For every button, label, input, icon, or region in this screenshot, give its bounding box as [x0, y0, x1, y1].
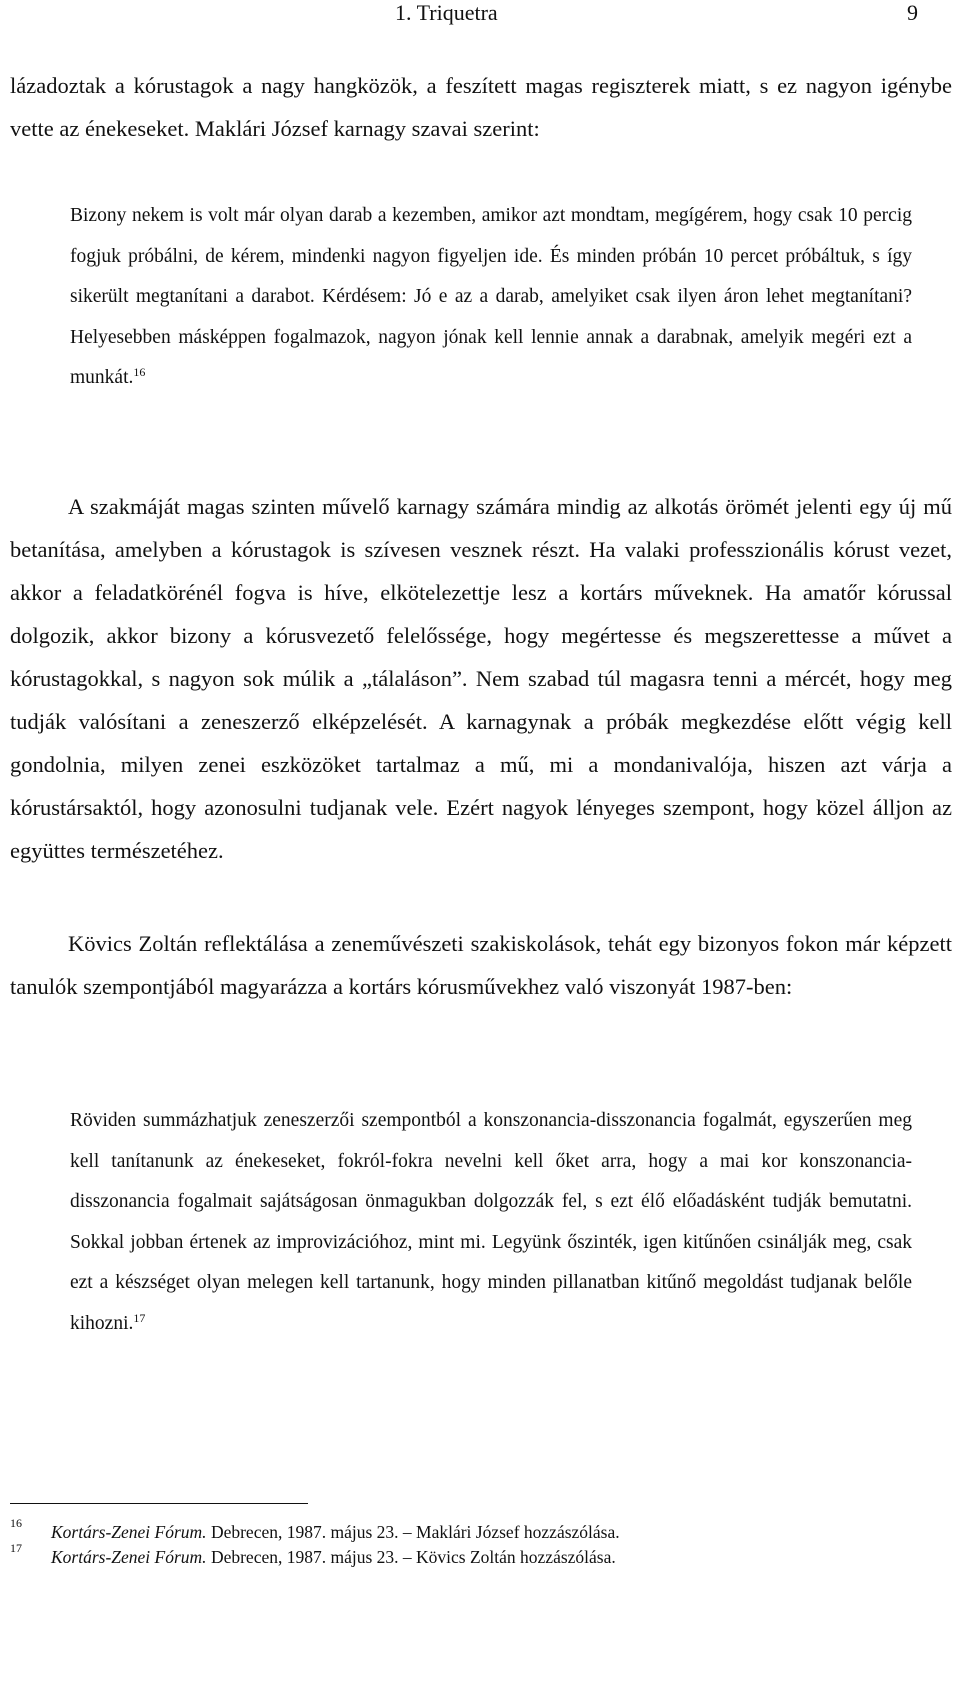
- block-quote-kovics: [70, 1101, 912, 1344]
- paragraph-intro: [10, 64, 952, 150]
- footnote-divider: [10, 1503, 308, 1504]
- footnote-text: [51, 1547, 616, 1568]
- footnote-16: [10, 1518, 950, 1543]
- footnote-17: [10, 1543, 950, 1568]
- paragraph-kovics: [10, 922, 952, 1008]
- paragraph-conductor: [10, 485, 952, 872]
- footnote-number: 16: [10, 1516, 22, 1530]
- footnote-source: Kortárs-Zenei Fórum.: [51, 1547, 207, 1567]
- chapter-title: 1. Triquetra: [395, 0, 498, 25]
- block-quote-maklari-text: Bizony nekem is volt már olyan darab a kezemben, amikor azt mondtam, megígérem, hogy csak 10 percig fogjuk próbálni, de kérem, mindenki nagyon figyeljen ide. És minden próbán 10 percet próbáltuk, s így sikerült megtanítani a darabot. Kérdésem: Jó e az a darab, amelyiket csak ilyen áron lehet megtanítani? Helyesebben másképpen fogalmazok, nagyon jónak kell lennie annak a darabnak, amelyik megéri ezt a munkát.: [70, 205, 912, 388]
- footnote-detail: Debrecen, 1987. május 23. – Kövics Zoltán hozzászólása.: [206, 1547, 616, 1567]
- paragraph-kovics-text: Kövics Zoltán reflektálása a zeneművészeti szakiskolások, tehát egy bizonyos fokon már képzett tanulók szempontjából magyarázza a kortárs kórusművekhez való viszonyát 1987-ben:: [10, 931, 952, 999]
- footnote-source: Kortárs-Zenei Fórum.: [51, 1522, 207, 1542]
- footnote-text: [51, 1522, 620, 1543]
- paragraph-intro-text: lázadoztak a kórustagok a nagy hangközök, a feszített magas regiszterek miatt, s ez nagyon igénybe vette az énekeseket. Maklári József karnagy szavai szerint:: [10, 73, 952, 141]
- footnote-number: 17: [10, 1541, 22, 1555]
- page-number: 9: [907, 0, 918, 25]
- footnote-ref-16[interactable]: 16: [133, 365, 146, 379]
- footnote-detail: Debrecen, 1987. május 23. – Maklári József hozzászólása.: [206, 1522, 620, 1542]
- footnote-ref-17[interactable]: 17: [133, 1310, 146, 1325]
- page-header: [0, 0, 960, 30]
- block-quote-maklari: [70, 196, 912, 399]
- block-quote-kovics-text: Röviden summázhatjuk zeneszerzői szempontból a konszonancia-disszonancia fogalmát, egyszerűen meg kell tanítanunk az énekeseket, fokról-fokra nevelni kell őket arra, hogy a mai kor konszonancia-disszonancia fogalmait sajátságosan önmagukban dolgozzák fel, s ezt élő előadásként tudják bemutatni. Sokkal jobban értenek az improvizációhoz, mint mi. Legyünk őszinték, igen kitűnően csinálják meg, csak ezt a készséget olyan melegen kell tartanunk, hogy minden pillanatban kitűnő megoldást tudjanak belőle kihozni.: [70, 1110, 912, 1334]
- paragraph-conductor-text: A szakmáját magas szinten művelő karnagy számára mindig az alkotás örömét jelenti egy új mű betanítása, amelyben a kórustagok is szívesen vesznek részt. Ha valaki professzionális kórust vezet, akkor a feladatkörénél fogva is híve, elkötelezettje lesz a kortárs műveknek. Ha amatőr kórussal dolgozik, akkor bizony a kórusvezető felelőssége, hogy megértesse és megszerettesse a művet a kórustagokkal, s nagyon sok múlik a „tálaláson”. Nem szabad túl magasra tenni a mércét, hogy meg tudják valósítani a zeneszerző elképzelését. A karnagynak a próbák megkezdése előtt végig kell gondolnia, milyen zenei eszközöket tartalmaz a mű, mi a mondanivalója, hiszen azt várja a kórustársaktól, hogy azonosulni tudjanak vele. Ezért nagyok lényeges szempont, hogy közel álljon az együttes természetéhez.: [10, 494, 952, 863]
